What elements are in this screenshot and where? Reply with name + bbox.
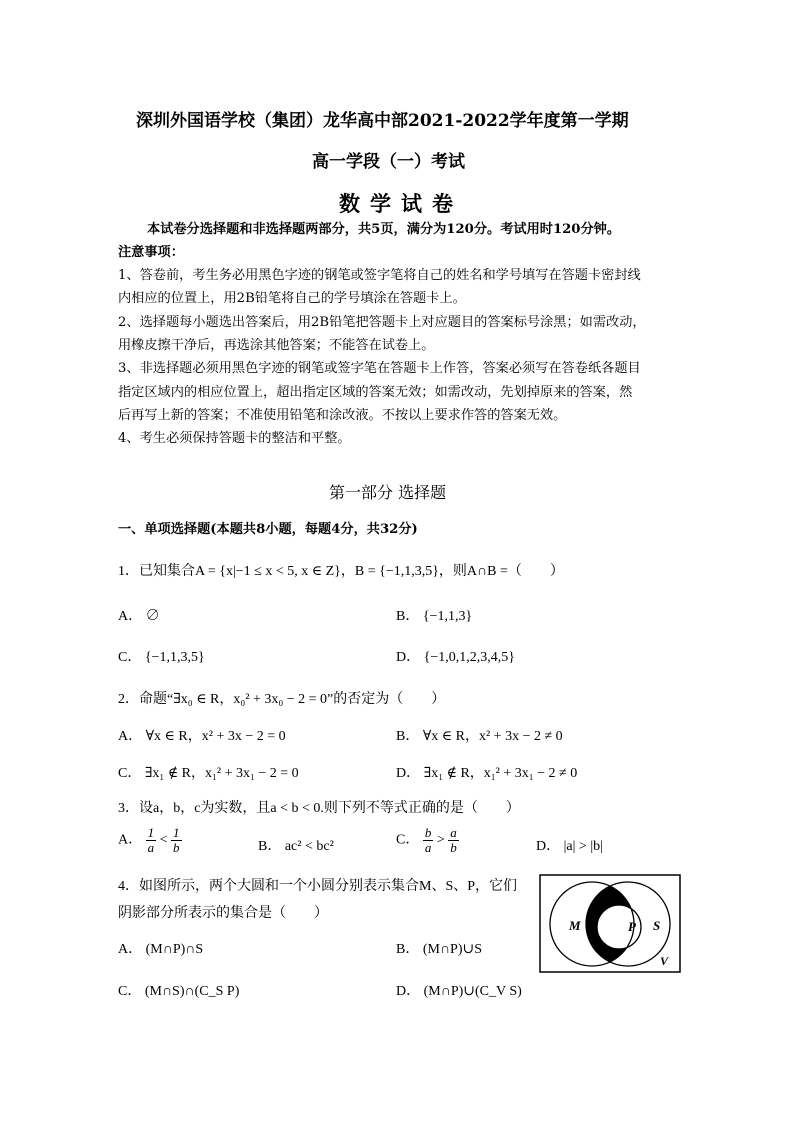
q3-option-c-fraction-2: $\frac{a}{b}$ [450,825,457,855]
q4-option-b: B． (M∩P)∪S [396,942,483,957]
note-item-2-line1: 2、选择题每小题选出答案后，用2B铅笔把答题卡上对应题目的答案标号涂黑；如需改动， [118,315,646,330]
q2-stem: 2．命题“∃x₀ ∈ R，x₀² + 3x₀ − 2 = 0”的否定为（ ） [118,692,446,707]
q3-option-a-operator: < [159,832,168,848]
section1-title: 一、单项选择题(本题共8小题，每题4分，共32分) [118,522,418,537]
q3-option-c-operator: > [436,832,445,848]
q2-option-b: B． ∀x ∈ R，x² + 3x − 2 ≠ 0 [396,729,563,744]
note-item-3-line2: 指定区域内的相应位置上，超出指定区域的答案无效；如需改动，先划掉原来的答案，然 [118,385,633,400]
q2-option-d: D． ∃x₁ ∉ R，x₁² + 3x₁ − 2 ≠ 0 [396,766,578,781]
note-item-3-line1: 3、非选择题必须用黑色字迹的钢笔或签字笔在答题卡上作答，答案必须写在答卷纸各题目 [118,361,641,376]
q3-option-c [396,826,459,855]
q4-option-d: D． (M∩P)∪(C_V S) [396,984,522,999]
q4-stem-line2: 阴影部分所表示的集合是（ ） [118,906,328,921]
part1-title: 第一部分 选择题 [329,483,447,502]
q2-option-a: A． ∀x ∈ R，x² + 3x − 2 = 0 [118,729,286,744]
note-item-2-line2: 用橡皮擦干净后，再选涂其他答案；不能答在试卷上。 [118,338,435,353]
q3-stem: 3．设a，b，c为实数，且a < b < 0.则下列不等式正确的是（ ） [118,801,520,816]
q3-option-a-label: A． [118,832,143,848]
q3-option-b: B． ac² < bc² [258,839,334,854]
q3-option-a-fraction-1: $\frac{1}{a}$ [147,825,155,855]
exam-intro: 本试卷分选择题和非选择题两部分，共5页，满分为120分。考试用时120分钟。 [147,222,621,237]
q1-option-d: D． {−1,0,1,2,3,4,5} [396,650,515,665]
note-item-1-line1: 1、答卷前，考生务必用黑色字迹的钢笔或签字笔将自己的姓名和学号填写在答题卡密封线 [118,268,641,283]
q1-option-a: A． ∅ [118,609,160,624]
note-item-4: 4、考生必须保持答题卡的整洁和平整。 [118,431,351,446]
q4-option-a: A． (M∩P)∩S [118,942,204,957]
q3-option-a-fraction-2: $\frac{1}{b}$ [173,825,180,855]
q3-option-d: D． |a| > |b| [536,839,603,854]
q4-stem-line1: 4．如图所示，两个大圆和一个小圆分别表示集合M、S、P，它们 [118,879,518,894]
note-item-1-line2: 内相应的位置上，用2B铅笔将自己的学号填涂在答题卡上。 [118,291,466,306]
exam-title-line2: 高一学段（一）考试 [312,152,465,172]
note-item-3-line3: 后再写上新的答案；不准使用铅笔和涂改液。不按以上要求作答的答案无效。 [118,408,567,423]
q3-option-c-label: C． [396,832,420,848]
q3-option-a [118,826,182,855]
q3-option-c-fraction-1: $\frac{b}{a}$ [424,825,432,855]
venn-label-m: M [569,918,581,933]
notes-heading: 注意事项： [118,245,184,260]
q2-option-c: C． ∃x₁ ∉ R，x₁² + 3x₁ − 2 = 0 [118,766,299,781]
venn-label-s: S [653,918,661,933]
exam-title-line1: 深圳外国语学校（集团）龙华高中部2021-2022学年度第一学期 [136,111,629,131]
q1-stem: 1．已知集合A = {x|−1 ≤ x < 5, x ∈ Z}，B = {−1,1,3,5}，则A∩B =（ ） [118,564,564,579]
venn-label-p: P [628,919,636,934]
q4-option-c: C． (M∩S)∩(C_S P) [118,984,240,999]
exam-title-line3: 数学试卷 [339,191,463,216]
venn-diagram [539,874,681,974]
venn-label-v: V [660,954,669,968]
q1-option-b: B． {−1,1,3} [396,609,473,624]
q1-option-c: C． {−1,1,3,5} [118,650,205,665]
